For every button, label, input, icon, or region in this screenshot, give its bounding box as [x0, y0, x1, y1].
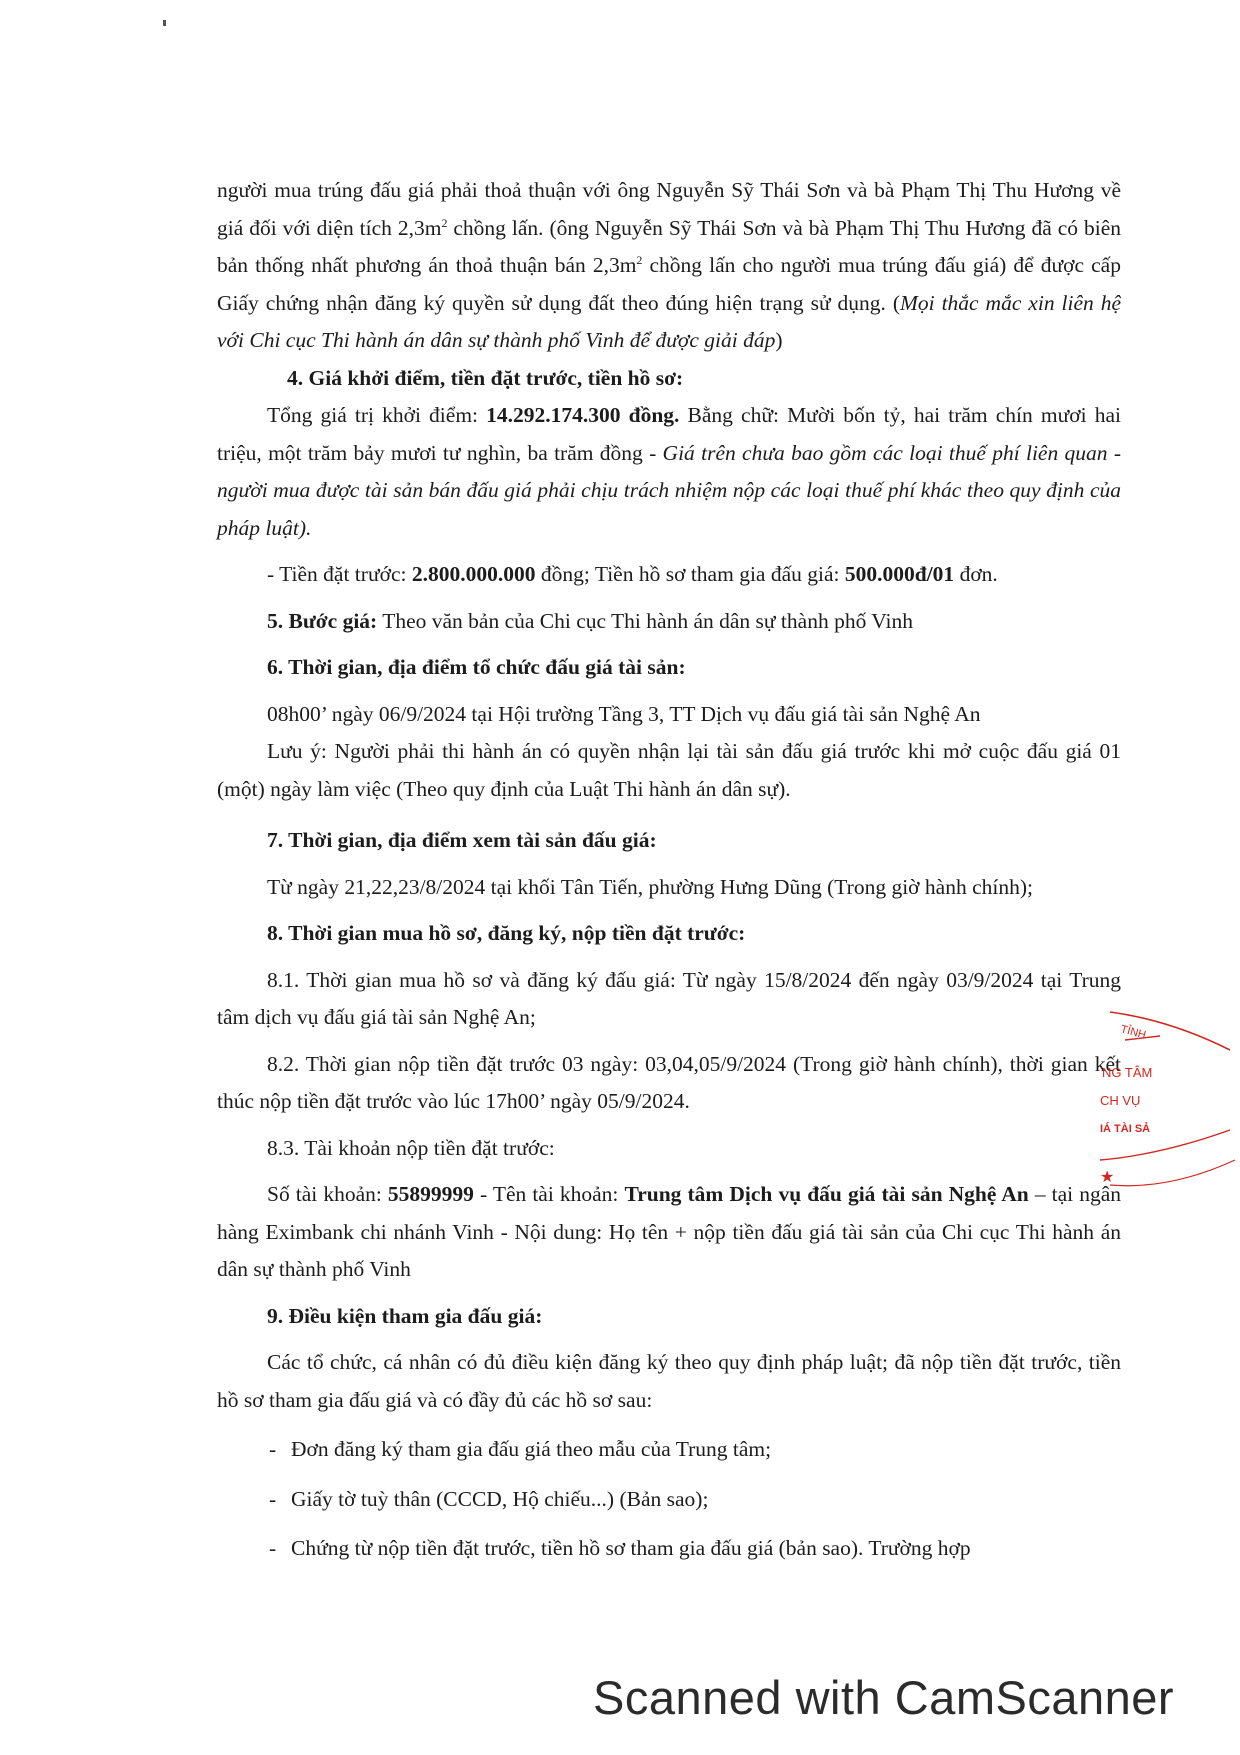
paragraph-8-3: 8.3. Tài khoản nộp tiền đặt trước: — [267, 1135, 555, 1160]
heading-section-6: 6. Thời gian, địa điểm tổ chức đấu giá tài sản: — [267, 655, 686, 679]
list-item-text: Giấy tờ tuỳ thân (CCCD, Hộ chiếu...) (Bản sao); — [291, 1486, 709, 1511]
account-name: Trung tâm Dịch vụ đấu giá tài sản Nghệ An — [624, 1182, 1029, 1206]
list-item-text: Chứng từ nộp tiền đặt trước, tiền hồ sơ tham gia đấu giá (bản sao). Trường hợp — [291, 1536, 971, 1560]
paragraph-viewing-time: Từ ngày 21,22,23/8/2024 tại khối Tân Tiến, phường Hưng Dũng (Trong giờ hành chính); — [267, 874, 1033, 899]
starting-price-value: 14.292.174.300 đồng. — [486, 403, 680, 427]
application-fee: 500.000đ/01 — [844, 562, 955, 586]
superscript: 2 — [636, 252, 643, 267]
list-item — [217, 1431, 1121, 1469]
stamp-text: TỈNH — [1119, 1023, 1148, 1042]
heading-section-5: 5. Bước giá: — [267, 608, 378, 633]
heading-section-7: 7. Thời gian, địa điểm xem tài sản đấu giá: — [267, 828, 657, 852]
paragraph-agreement: người mua trúng đấu giá phải thoả thuận với ông Nguyễn Sỹ Thái Sơn và bà Phạm Thị Thu Hương về giá đối với diện tích $2,3m^2$ chồng lấn. (ông Nguyễn Sỹ Thái Sơn và bà Phạm Thị Thu Hương đã có biên bản thống nhất phương án thoả thuận bán $2,3m^2$ chồng lấn cho người mua trúng đấu giá) để được cấp Giấy chứng nhận đăng ký quyền sử dụng đất theo đúng hiện trạng sử dụng. (Mọi thắc mắc xin liên hệ với Chi cục Thi hành án dân sự thành phố Vinh để được giải đáp) — [217, 178, 1121, 352]
paragraph-step-price: 5. Bước giá: Theo văn bản của Chi cục Thi hành án dân sự thành phố Vinh — [267, 608, 914, 633]
account-number: 55899999 — [387, 1182, 474, 1206]
list-item-text: Đơn đăng ký tham gia đấu giá theo mẫu của Trung tâm; — [291, 1437, 772, 1461]
bullet-dash: - — [269, 1437, 277, 1461]
paragraph-auction-time: 08h00’ ngày 06/9/2024 tại Hội trường Tầng 3, TT Dịch vụ đấu giá tài sản Nghệ An — [267, 701, 981, 726]
paragraph-conditions: Các tổ chức, cá nhân có đủ điều kiện đăng ký theo quy định pháp luật; đã nộp tiền đặt trước, tiền hồ sơ tham gia đấu giá và có đầy đủ các hồ sơ sau: — [217, 1350, 1121, 1412]
heading-section-8: 8. Thời gian mua hồ sơ, đăng ký, nộp tiền đặt trước: — [267, 921, 746, 945]
paragraph-bank-account: Số tài khoản: 55899999 - Tên tài khoản: Trung tâm Dịch vụ đấu giá tài sản Nghệ An – tại ngân hàng Eximbank chi nhánh Vinh - Nội dung: Họ tên + nộp tiền đấu giá tài sản của Chi cục Thi hành án dân sự thành phố Vinh — [217, 1182, 1121, 1281]
heading-section-4: 4. Giá khởi điểm, tiền đặt trước, tiền hồ sơ: — [287, 365, 684, 390]
svg-text:★: ★ — [1100, 1167, 1115, 1186]
scan-speck — [163, 20, 166, 26]
list-item — [217, 1530, 1121, 1568]
superscript: 2 — [441, 215, 448, 230]
deposit-amount: 2.800.000.000 — [411, 562, 536, 586]
paragraph-note: Lưu ý: Người phải thi hành án có quyền nhận lại tài sản đấu giá trước khi mở cuộc đấu giá 01 (một) ngày làm việc (Theo quy định của Luật Thi hành án dân sự). — [217, 739, 1121, 801]
paragraph-deposit: - Tiền đặt trước: 2.800.000.000 đồng; Tiền hồ sơ tham gia đấu giá: 500.000đ/01 đơn. — [267, 562, 998, 586]
paragraph-8-2: 8.2. Thời gian nộp tiền đặt trước 03 ngày: 03,04,05/9/2024 (Trong giờ hành chính), thời gian kết thúc nộp tiền đặt trước vào lúc 17h00’ ngày 05/9/2024. — [217, 1051, 1121, 1113]
paragraph-starting-price: Tổng giá trị khởi điểm: 14.292.174.300 đồng. Bằng chữ: Mười bốn tỷ, hai trăm chín mươi hai triệu, một trăm bảy mươi tư nghìn, ba trăm đồng - Giá trên chưa bao gồm các loại thuế phí liên quan - người mua được tài sản bán đấu giá phải chịu trách nhiệm nộp các loại thuế phí khác theo quy định của pháp luật). — [217, 403, 1121, 540]
red-seal-stamp — [1100, 1010, 1240, 1220]
bullet-dash: - — [269, 1486, 277, 1511]
document-body — [217, 172, 1121, 1568]
bullet-dash: - — [269, 1536, 277, 1560]
stamp-text: NG TÂM — [1102, 1065, 1153, 1080]
list-item — [217, 1481, 1121, 1519]
heading-section-9: 9. Điều kiện tham gia đấu giá: — [267, 1303, 543, 1328]
stamp-text: CH VỤ — [1100, 1093, 1141, 1108]
paragraph-8-1: 8.1. Thời gian mua hồ sơ và đăng ký đấu giá: Từ ngày 15/8/2024 đến ngày 03/9/2024 tại Trung tâm dịch vụ đấu giá tài sản Nghệ An; — [217, 967, 1121, 1029]
tax-note: Giá trên chưa bao gồm các loại thuế phí liên quan - người mua được tài sản bán đấu giá phải chịu trách nhiệm nộp các loại thuế phí khác theo quy định của pháp luật). — [217, 440, 1121, 540]
camscanner-watermark: Scanned with CamScanner — [593, 1671, 1175, 1724]
contact-note: Mọi thắc mắc xin liên hệ với Chi cục Thi hành án dân sự thành phố Vinh để được giải đáp — [217, 290, 1121, 352]
stamp-text: IÁ TÀI SẢ — [1100, 1123, 1151, 1135]
